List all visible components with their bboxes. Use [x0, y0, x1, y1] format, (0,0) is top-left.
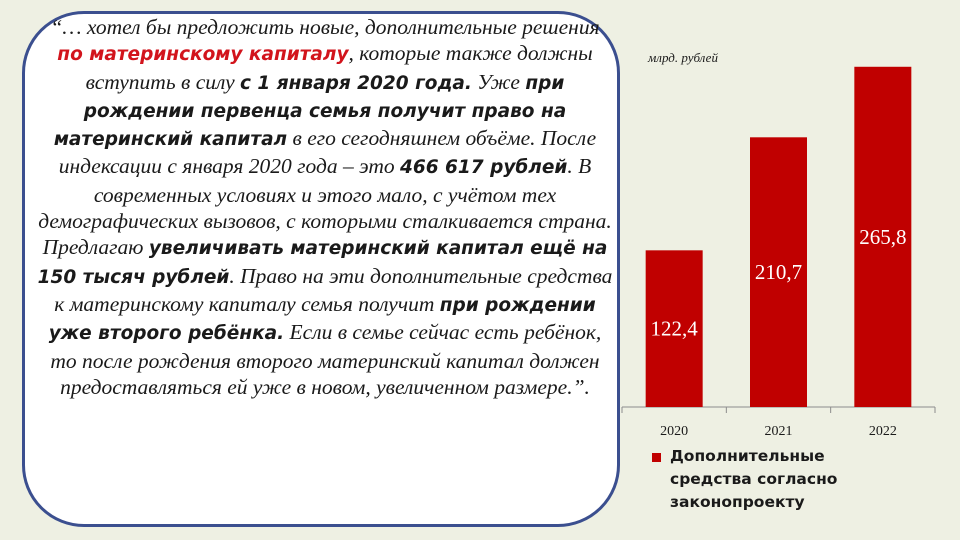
- quote-bold-second-child: при рождении уже второго ребёнка.: [48, 294, 596, 345]
- quote-text-part: . Право на эти дополнительные средства к материнскому капиталу семья получит: [54, 263, 613, 316]
- quote-bold-amount: 466 617 рублей: [399, 157, 568, 179]
- legend-swatch: [652, 453, 661, 462]
- quote-text-part: , которые также должны вступить в силу: [85, 41, 593, 94]
- legend-label: Дополнительные средства согласно законопроекту: [670, 447, 838, 511]
- chart-unit-label: млрд. рублей: [648, 50, 718, 65]
- quote-text-part: Если в семье сейчас есть ребёнок, то после рождения второго материнский капитал должен предоставляться ей уже в новом, увеличенном размере.”.: [50, 320, 602, 399]
- bar-data-label: 122,4: [650, 316, 698, 341]
- quote-text-part: . В современных условиях и этого мало, с учётом тех демографических вызовов, с которыми сталкивается страна. Предлагаю: [38, 154, 612, 260]
- bar-data-label: 265,8: [859, 224, 907, 249]
- chart-legend: [652, 445, 912, 514]
- quote-text-part: Уже: [471, 69, 526, 94]
- quote-bold-date: с 1 января 2020 года.: [240, 72, 472, 94]
- quote-bold-increase: увеличивать материнский капитал ещё на 150 тысяч рублей: [37, 238, 608, 288]
- quote-text-part: “… хотел бы предложить новые, дополнительные решения: [50, 15, 600, 39]
- x-tick-label: 2022: [868, 424, 897, 439]
- quote-highlight-maternity-capital: по материнскому капиталу: [57, 44, 349, 66]
- x-tick-label: 2021: [764, 424, 793, 439]
- quote-text-part: в его сегодняшнем объёме. После индексации с января 2020 года – это: [58, 126, 597, 179]
- quote-bold-first-child: при рождении первенца семья получит право на материнский капитал: [53, 72, 567, 151]
- x-tick-label: 2020: [660, 424, 689, 439]
- bar-data-label: 210,7: [754, 260, 803, 285]
